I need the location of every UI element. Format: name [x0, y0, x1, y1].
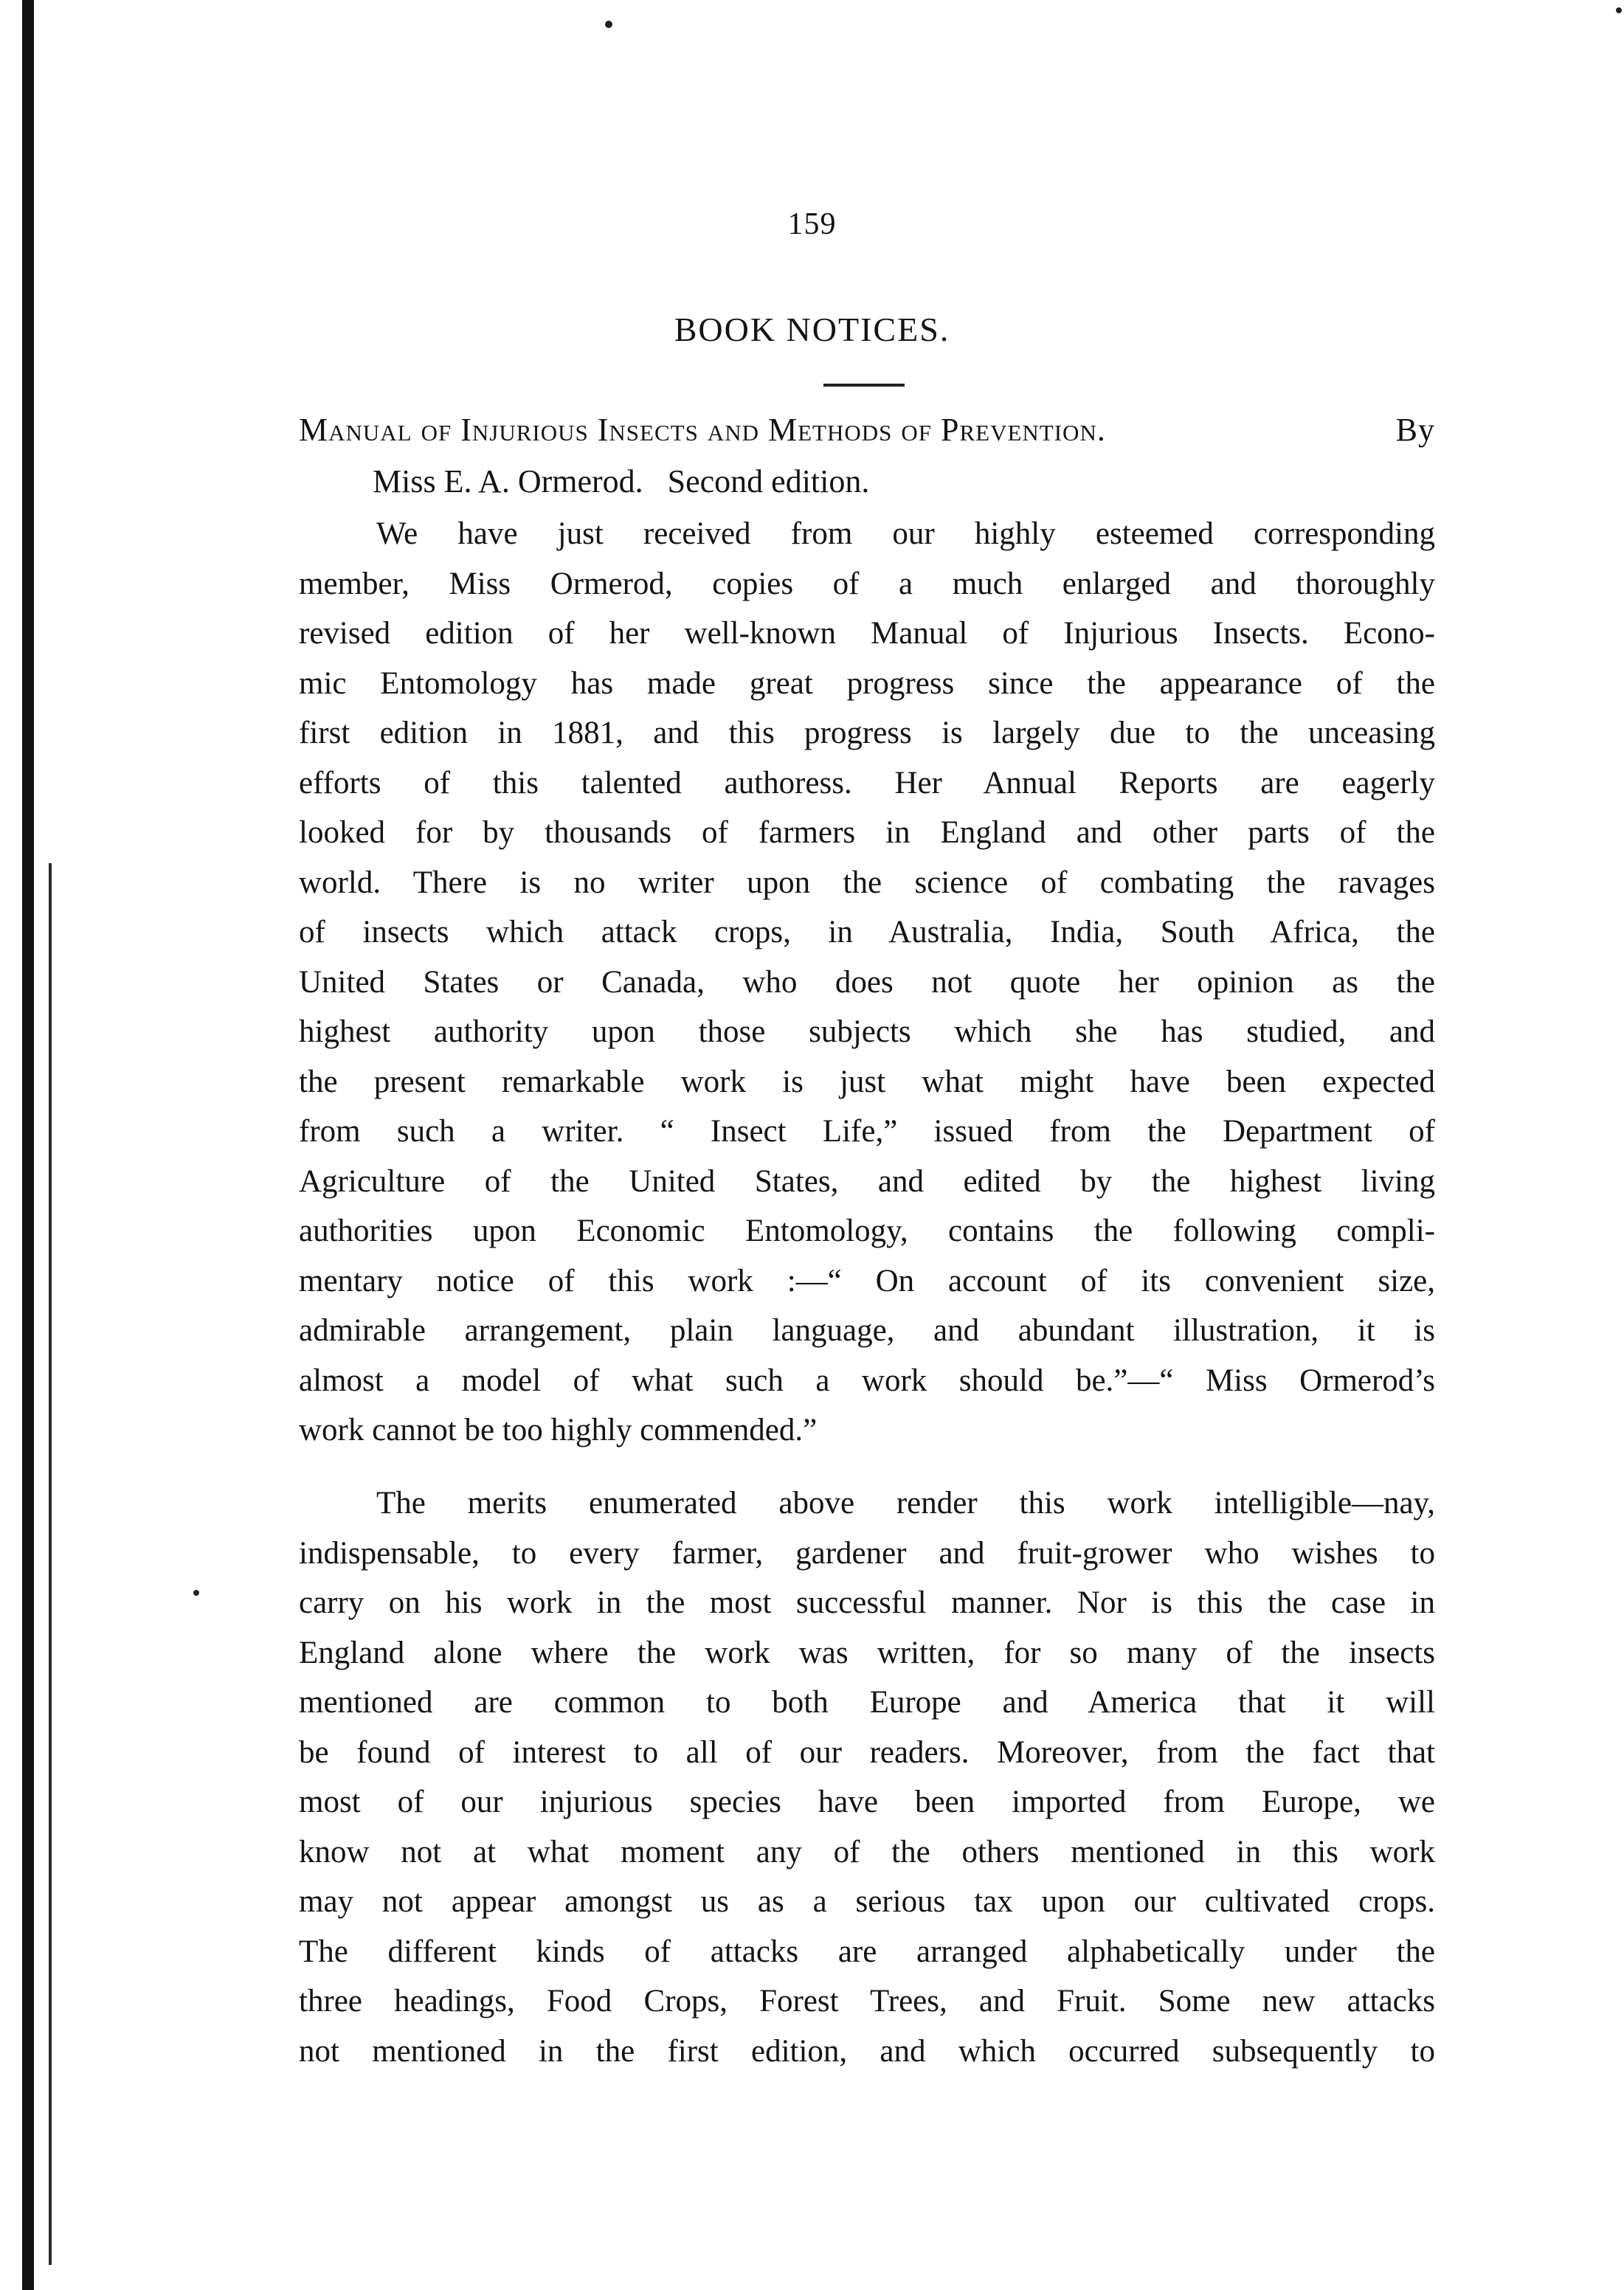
- page-number: 159: [787, 207, 837, 241]
- text-line: three headings, Food Crops, Forest Trees, and Fruit. Some new attacks: [299, 1984, 1435, 2019]
- text-line: admirable arrangement, plain language, and abundant illustration, it is: [299, 1313, 1435, 1348]
- ink-speck: [193, 1590, 199, 1596]
- text-line: not mentioned in the first edition, and which occurred subsequently to: [299, 2033, 1435, 2069]
- paragraph-1: [299, 509, 1435, 1456]
- text-line: England alone where the work was written, for so many of the insects: [299, 1635, 1435, 1670]
- text-line: know not at what moment any of the others mentioned in this work: [299, 1834, 1435, 1869]
- text-line: highest authority upon those subjects which she has studied, and: [299, 1014, 1435, 1049]
- text-line: Agriculture of the United States, and edited by the highest living: [299, 1163, 1435, 1199]
- text-line: We have just received from our highly esteemed corresponding: [376, 516, 1435, 551]
- section-title: BOOK NOTICES.: [674, 311, 950, 348]
- book-title-by: By: [1395, 412, 1435, 448]
- book-author-line: Miss E. A. Ormerod. Second edition.: [373, 463, 870, 499]
- text-line: first edition in 1881, and this progress is largely due to the unceasing: [299, 716, 1435, 750]
- text-line: United States or Canada, who does not quote her opinion as the: [299, 964, 1435, 1000]
- text-line: most of our injurious species have been imported from Europe, we: [299, 1785, 1435, 1819]
- text-line: authorities upon Economic Entomology, contains the following compli-: [299, 1214, 1435, 1248]
- text-line: indispensable, to every farmer, gardener and fruit-grower who wishes to: [299, 1535, 1435, 1571]
- binding-shadow: [49, 863, 52, 2265]
- book-title-line: [299, 404, 1435, 456]
- ink-speck: [605, 21, 612, 28]
- ink-speck: [1616, 7, 1622, 13]
- text-line: of insects which attack crops, in Australia, India, South Africa, the: [299, 915, 1435, 949]
- text-line: The different kinds of attacks are arranged alphabetically under the: [299, 1934, 1435, 1969]
- text-line: the present remarkable work is just what might have been expected: [299, 1064, 1435, 1099]
- text-line: may not appear amongst us as a serious tax upon our cultivated crops.: [299, 1884, 1435, 1919]
- text-line: carry on his work in the most successful manner. Nor is this the case in: [299, 1585, 1435, 1620]
- text-line: member, Miss Ormerod, copies of a much enlarged and thoroughly: [299, 566, 1435, 601]
- text-line: revised edition of her well-known Manual of Injurious Insects. Econo-: [299, 616, 1435, 651]
- text-line: be found of interest to all of our readers. Moreover, from the fact that: [299, 1734, 1435, 1770]
- text-line: efforts of this talented authoress. Her Annual Reports are eagerly: [299, 765, 1435, 800]
- text-line: almost a model of what such a work should be.”—“ Miss Ormerod’s: [299, 1363, 1435, 1398]
- book-title: [299, 404, 1435, 508]
- book-title-text: Manual of Injurious Insects and Methods of Prevention.: [299, 412, 1106, 448]
- text-line: mic Entomology has made great progress since the appearance of the: [299, 665, 1435, 701]
- paragraph-2: [299, 1478, 1435, 2076]
- text-line: world. There is no writer upon the science of combating the ravages: [299, 865, 1435, 900]
- title-rule: [823, 384, 905, 387]
- text-line: from such a writer. “ Insect Life,” issued from the Department of: [299, 1114, 1435, 1149]
- text-line: looked for by thousands of farmers in England and other parts of the: [299, 815, 1435, 850]
- text-line: The merits enumerated above render this work intelligible—nay,: [376, 1486, 1435, 1521]
- text-line: mentary notice of this work :—“ On account of its convenient size,: [299, 1263, 1435, 1298]
- text-line: work cannot be too highly commended.”: [299, 1413, 818, 1447]
- text-line: mentioned are common to both Europe and America that it will: [299, 1685, 1435, 1720]
